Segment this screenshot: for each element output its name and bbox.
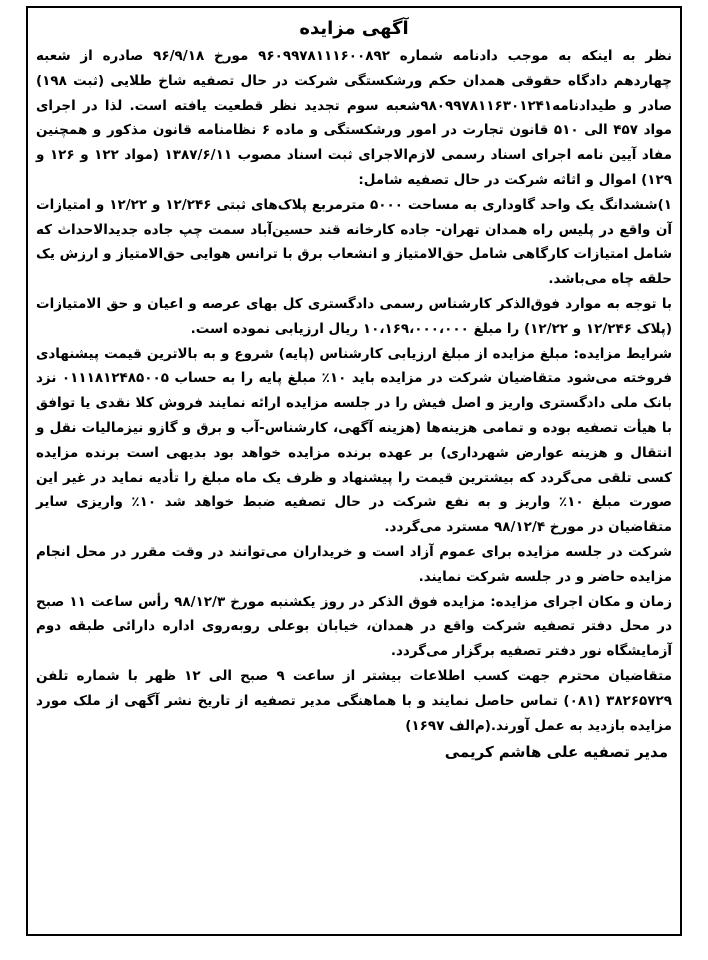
paragraph-property: ۱)ششدانگ یک واحد گاوداری به مساحت ۵۰۰۰ مترمربع پلاک‌های ثبتی ۱۲/۲۴۶ و ۱۲/۲۲ و امتیازات آن واقع در پلیس راه همدان تهران- جاده کارخانه قند حسین‌آباد سمت چپ جاده جدیدالاحداث که شامل امتیازات کارگاهی شامل حق‌الامتیاز و انشعاب برق با ترانس هوایی حق‌الامتیاز و ارزش یک حلقه چاه می‌باشد. [36,196,673,288]
signature: مدیر تصفیه علی هاشم کریمی [444,743,668,762]
paragraph-valuation: با توجه به موارد فوق‌الذکر کارشناس رسمی دادگستری کل بهای عرصه و اعیان و حق الامتیازات (پلاک ۱۲/۲۴۶ و ۱۲/۲۲) را مبلغ ۱۰،۱۶۹،۰۰۰،۰۰۰ ریال ارزیابی نموده است. [36,295,672,337]
notice-body [36,44,672,738]
notice-title: آگهی مزایده [299,18,409,39]
auction-notice [26,6,682,936]
paragraph-attendance: شرکت در جلسه مزایده برای عموم آزاد است و خریداران می‌توانند در وقت مقرر در محل انجام مزایده حاضر و در جلسه شرکت نمایند. [36,543,672,585]
paragraph-conditions: شرایط مزایده: مبلغ مزایده از مبلغ ارزیابی کارشناس (پایه) شروع و به بالاترین قیمت پیشنهادی فروخته می‌شود متقاضیان شرکت در مزایده باید ۱۰٪ مبلغ پایه را به حساب ۰۱۱۱۸۱۲۴۸۵۰۰۵ نزد بانک ملی دادگستری واریز و اصل فیش را در جلسه مزایده ارائه نمایند فروش کلا نقدی یا توافق با هیأت تصفیه بوده و تمامی هزینه‌ها (هزینه آگهی، کارشناس-آب و برق و گازو نیزمالیات نقل و انتقال و هزینه عوارض شهرداری) بر عهده برنده مزایده خواهد بود بدیهی است برنده مزایده کسی تلقی می‌گردد که بیشترین قیمت را پیشنهاد و ظرف یک ماه مبلغ را تأدیه نماید در غیر این صورت مبلغ ۱۰٪ واریز و به نفع شرکت در حال تصفیه ضبط خواهد شد ۱۰٪ واریزی سایر متقاضیان در مورخ ۹۸/۱۲/۴ مسترد می‌گردد. [36,345,672,536]
paragraph-time-place: زمان و مکان اجرای مزایده: مزایده فوق الذکر در روز یکشنبه مورخ ۹۸/۱۲/۳ رأس ساعت ۱۱ صبح در محل دفتر تصفیه شرکت واقع در همدان، خیابان بوعلی روبه‌روی اداره دارائی طبقه دوم آزمایشگاه نور دفتر تصفیه برگزار می‌گردد. [36,593,672,660]
paragraph-contact: متقاضیان محترم جهت کسب اطلاعات بیشتر از ساعت ۹ صبح الی ۱۲ ظهر با شماره تلفن ۳۸۲۶۵۷۲۹ (۰۸۱) تماس حاصل نمایند و با هماهنگی مدیر تصفیه از تاریخ نشر آگهی از ملک مورد مزایده بازدید به عمل آورند.(م‌الف ۱۶۹۷) [36,667,672,734]
paragraph-intro: نظر به اینکه به موجب دادنامه شماره ۹۶۰۹۹۷۸۱۱۱۶۰۰۸۹۲ مورخ ۹۶/۹/۱۸ صادره از شعبه چهاردهم دادگاه حقوقی همدان حکم ورشکستگی شرکت در حال تصفیه شاخ طلایی (ثبت ۱۹۸) صادر و طیدادنامه۹۸۰۹۹۷۸۱۱۶۳۰۱۲۴۱شعبه سوم تجدید نظر قطعیت یافته است. لذا در اجرای مواد ۴۵۷ الی ۵۱۰ قانون تجارت در امور ورشکستگی و ماده ۶ نظامنامه قانون مذکور و همچنین مفاد آیین نامه اجرای اسناد رسمی لازم‌الاجرای ثبت اسناد مصوب ۱۳۸۷/۶/۱۱ (مواد ۱۲۲ و ۱۲۶ و ۱۲۹) اموال و اثاثه شرکت در حال تصفیه شامل: [36,48,673,188]
